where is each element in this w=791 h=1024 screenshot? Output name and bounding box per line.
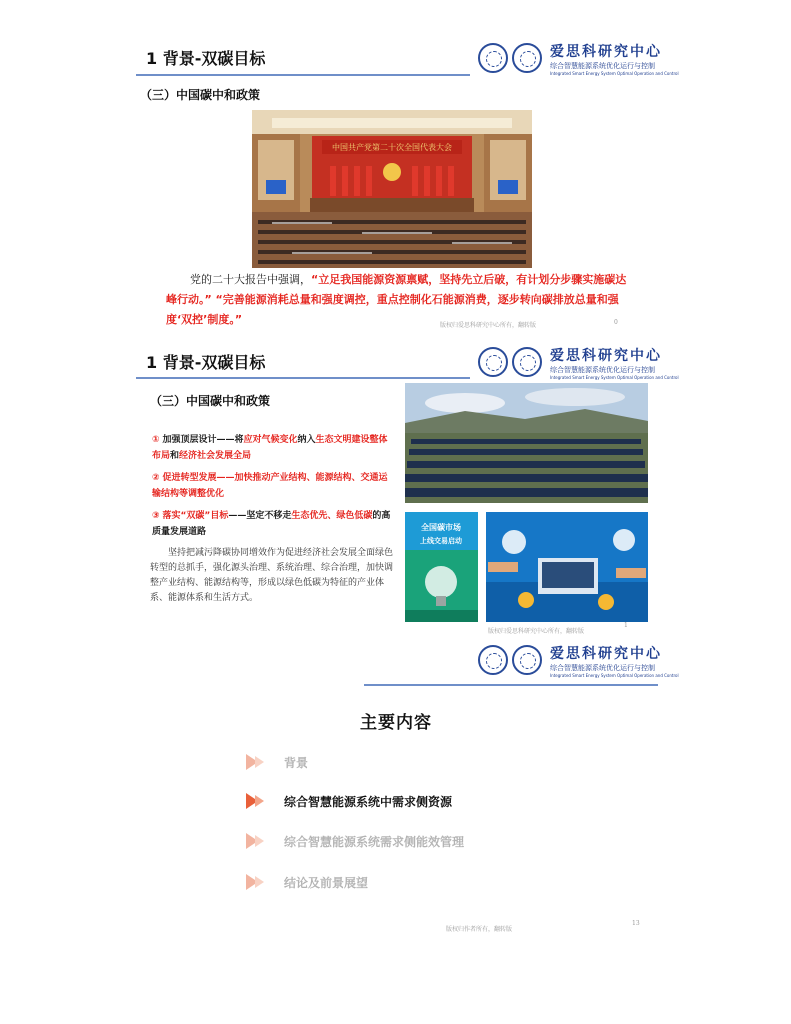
arrow-icon	[246, 833, 274, 849]
slide1-page-mark: 0	[614, 319, 618, 326]
svg-text:全国碳市场: 全国碳市场	[421, 523, 461, 532]
congress-hall-photo	[252, 110, 532, 268]
university-seal-icon	[478, 347, 508, 377]
logo-line3: Integrated Smart Energy System Optimal Operation and Control	[550, 70, 679, 76]
item3-part-b: ——坚定不移走	[228, 511, 292, 521]
logo-line3: Integrated Smart Energy System Optimal Operation and Control	[550, 374, 679, 380]
slide1-title: 1 背景-双碳目标	[146, 49, 266, 68]
institute-seal-icon	[512, 347, 542, 377]
page-number: 13	[632, 920, 640, 927]
slide2-paragraph: 坚持把减污降碳协同增效作为促进经济社会发展全面绿色转型的总抓手，强化源头治理、系统治理、综合治理，加快调整产业结构、能源结构等，形成以绿色低碳为特征的产业体系、能源体系和生活方式。	[150, 548, 394, 603]
congress-hall-illustration	[252, 110, 532, 268]
logo-line3: Integrated Smart Energy System Optimal Operation and Control	[550, 672, 679, 678]
arrow-icon	[246, 874, 274, 890]
policy-item-3	[152, 508, 392, 540]
slide1-paragraph	[166, 270, 632, 330]
item1-part-d: 生态文明建设整体布局	[152, 435, 388, 461]
item-number: ①	[152, 435, 160, 445]
slide2-title: 1 背景-双碳目标	[146, 353, 266, 372]
toc-label: 背景	[284, 755, 309, 770]
logo-name: 爱思科研究中心	[550, 43, 662, 60]
carbon-trading-graphic	[486, 512, 648, 622]
logo-line2: 综合智慧能源系统优化运行与控制	[550, 365, 655, 374]
logo-line2: 综合智慧能源系统优化运行与控制	[550, 61, 655, 70]
toc-label: 综合智慧能源系统中需求侧资源	[284, 794, 453, 809]
university-seal-icon	[478, 645, 508, 675]
contents-title: 主要内容	[360, 713, 432, 733]
toc-item-conclusion[interactable]	[246, 870, 368, 894]
toc-label: 结论及前景展望	[284, 875, 369, 890]
carbon-market-illustration	[405, 512, 478, 622]
carbon-market-poster	[405, 512, 478, 622]
item3-part-a: 落实“双碳”目标	[162, 511, 229, 521]
logo-line2: 综合智慧能源系统优化运行与控制	[550, 663, 655, 672]
policy-item-1	[152, 432, 392, 464]
toc-item-demand-resources[interactable]	[246, 789, 452, 813]
slide1-watermark: 版权归爱思科研究中心所有，翻转版	[440, 322, 537, 329]
banner-text: 中国共产党第二十次全国代表大会	[332, 143, 452, 152]
item-number: ③	[152, 511, 160, 521]
item-number: ②	[152, 473, 160, 483]
slide1-divider	[136, 74, 470, 76]
item1-part-a: 加强顶层设计——将	[162, 435, 244, 445]
item1-part-c: 纳入	[297, 435, 316, 445]
arrow-icon	[246, 754, 274, 770]
solar-farm-photo	[405, 383, 648, 503]
contents-footer: 版权归作者所有，翻转版	[446, 926, 513, 933]
svg-text:上线交易启动: 上线交易启动	[420, 537, 462, 545]
slide2-page-mark: 1	[624, 622, 628, 629]
logo-3	[478, 640, 679, 680]
slide2-divider	[136, 377, 470, 379]
item1-part-f: 经济社会发展全局	[179, 451, 252, 461]
item2-text: 促进转型发展——加快推动产业结构、能源结构、交通运输结构等调整优化	[152, 473, 388, 499]
slide2-subtitle: （三）中国碳中和政策	[150, 394, 271, 408]
institute-seal-icon	[512, 43, 542, 73]
institute-seal-icon	[512, 645, 542, 675]
slide2-watermark: 版权归爱思科研究中心所有，翻转版	[488, 628, 585, 635]
item3-part-c: 生态优先、绿色低碳	[291, 511, 373, 521]
item1-part-b: 应对气候变化	[243, 435, 298, 445]
paragraph-quote: “立足我国能源资源禀赋，坚持先立后破，有计划分步骤实施碳达峰行动。” “完善能源消耗总量和强度调控，重点控制化石能源消费，逐步转向碳排放总量和强度‘双控’制度。”	[166, 273, 627, 326]
logo-name: 爱思科研究中心	[550, 645, 662, 662]
toc-label: 综合智慧能源系统需求侧能效管理	[284, 834, 465, 849]
item3-part-d: 的高质量发展道路	[152, 511, 391, 537]
university-seal-icon	[478, 43, 508, 73]
toc-item-efficiency-management[interactable]	[246, 829, 464, 853]
paragraph-lead: 党的二十大报告中强调，	[190, 273, 311, 286]
logo-2	[478, 342, 679, 382]
logo-name: 爱思科研究中心	[550, 347, 662, 364]
policy-item-2	[152, 470, 392, 502]
toc-item-background[interactable]	[246, 750, 308, 774]
carbon-trading-illustration	[486, 512, 648, 622]
logo-1	[478, 38, 679, 78]
slide1-subtitle: （三）中国碳中和政策	[140, 88, 261, 102]
item1-part-e: 和	[170, 451, 180, 461]
arrow-icon	[246, 793, 274, 809]
slide3-divider	[364, 684, 658, 686]
solar-farm-illustration	[405, 383, 648, 503]
